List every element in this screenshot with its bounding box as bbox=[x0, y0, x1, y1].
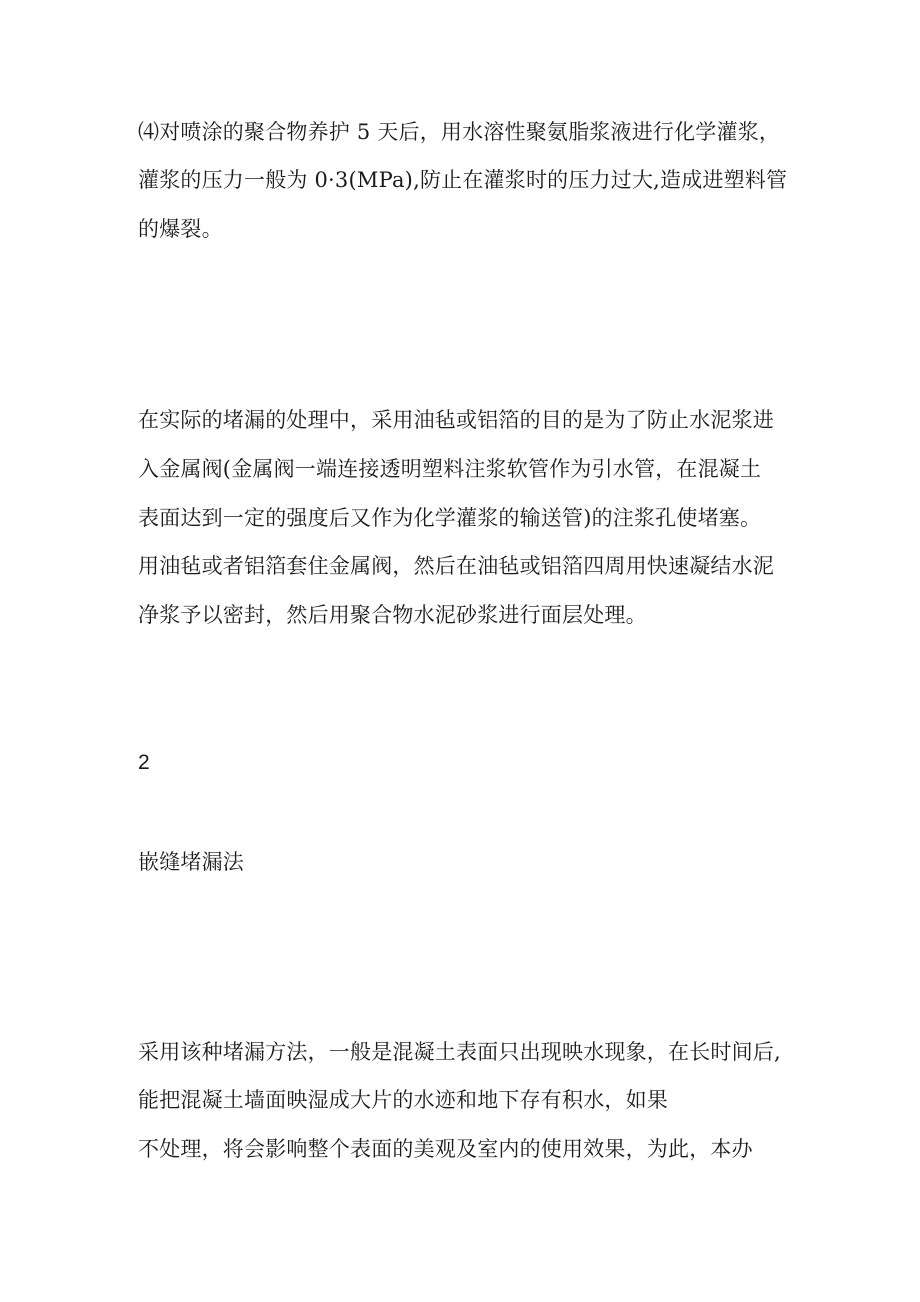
paragraph-2-line-4: 用油毡或者铝箔套住金属阀，然后在油毡或铝箔四周用快速凝结水泥 bbox=[138, 554, 774, 578]
paragraph-2-line-2: 入金属阀(金属阀一端连接透明塑料注浆软管作为引水管，在混凝土 bbox=[138, 457, 762, 481]
paragraph-1-line-3: 的爆裂。 bbox=[138, 217, 223, 241]
paragraph-1-line-2: 灌浆的压力一般为 0·3(MPa),防止在灌浆时的压力过大,造成进塑料管 bbox=[138, 168, 788, 192]
section-title: 嵌缝堵漏法 bbox=[138, 850, 244, 874]
paragraph-2-line-1: 在实际的堵漏的处理中，采用油毡或铝箔的目的是为了防止水泥浆进 bbox=[138, 408, 774, 432]
paragraph-3-line-1: 采用该种堵漏方法，一般是混凝土表面只出现映水现象，在长时间后, bbox=[138, 1040, 781, 1064]
paragraph-3-line-3: 不处理，将会影响整个表面的美观及室内的使用效果，为此，本办 bbox=[138, 1137, 753, 1161]
section-number: 2 bbox=[138, 751, 150, 774]
paragraph-1-line-1: ⑷对喷涂的聚合物养护 5 天后，用水溶性聚氨脂浆液进行化学灌浆， bbox=[138, 120, 781, 144]
paragraph-2-line-3: 表面达到一定的强度后又作为化学灌浆的输送管)的注浆孔使堵塞。 bbox=[138, 506, 762, 530]
paragraph-3-line-2: 能把混凝土墙面映湿成大片的水迹和地下存有积水，如果 bbox=[138, 1088, 668, 1112]
paragraph-2-line-5: 净浆予以密封，然后用聚合物水泥砂浆进行面层处理。 bbox=[138, 603, 647, 627]
